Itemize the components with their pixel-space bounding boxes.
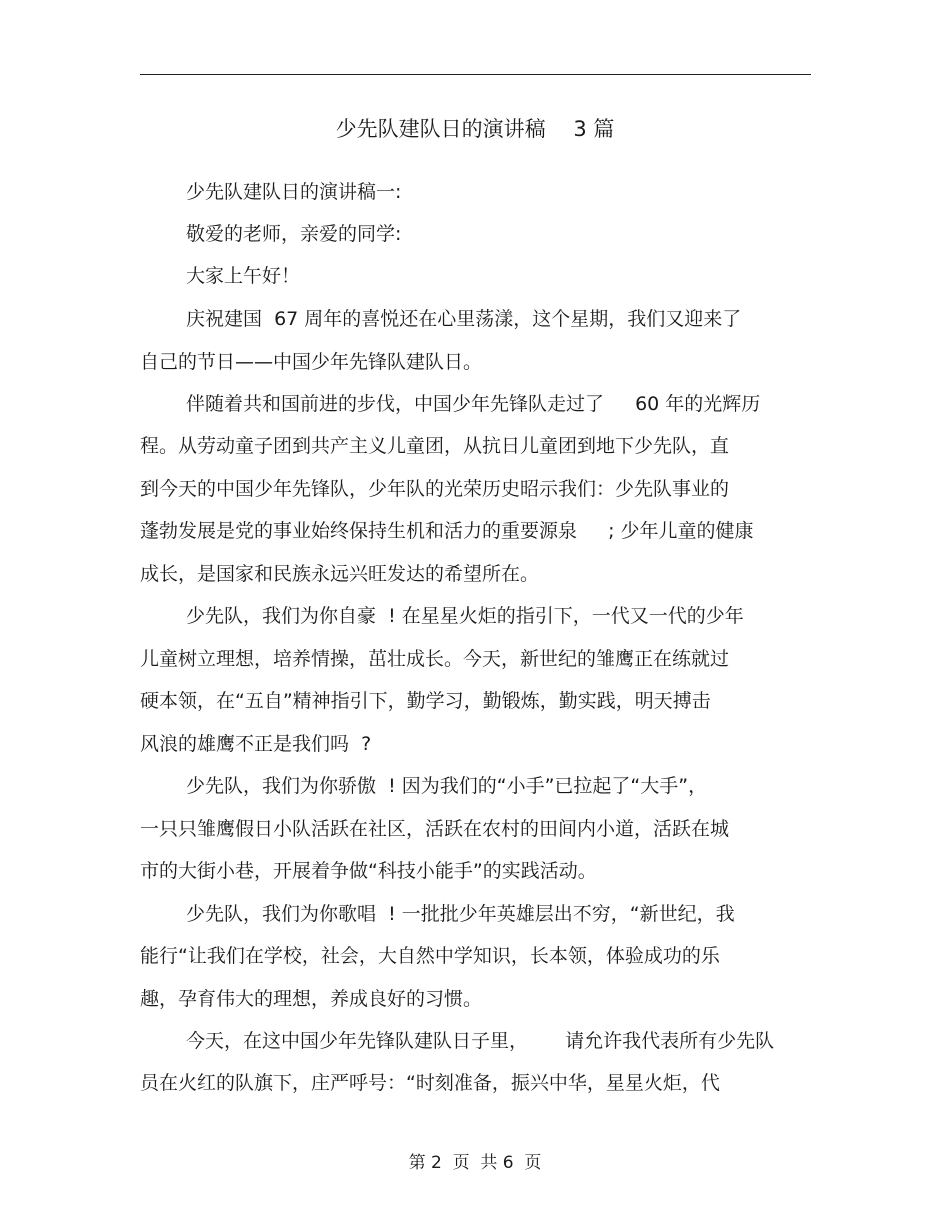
- text-line: 风浪的雄鹰不正是我们吗 ?: [140, 733, 372, 755]
- text-line: 成长，是国家和民族永远兴旺发达的希望所在。: [140, 563, 540, 585]
- text-line: 伴随着共和国前进的步伐，中国少年先锋队走过了 60 年的光辉历: [186, 393, 761, 415]
- text-line: 大家上午好！: [186, 265, 301, 287]
- page-number: 第 2 页 共 6 页: [408, 1153, 542, 1173]
- text-line: 少先队，我们为你自豪 ! 在星星火炬的指引下，一代又一代的少年: [186, 605, 744, 627]
- text-line: 员在火红的队旗下，庄严呼号：“时刻准备，振兴中华，星星火炬，代: [140, 1072, 720, 1094]
- text-line: 趣，孕育伟大的理想，养成良好的习惯。: [140, 988, 483, 1010]
- text-line: 硬本领，在“五自”精神指引下，勤学习，勤锻炼，勤实践，明天搏击: [140, 690, 711, 712]
- text-line: 儿童树立理想，培养情操，茁壮成长。今天，新世纪的雏鹰正在练就过: [140, 648, 730, 670]
- text-line: 蓬勃发展是党的事业始终保持生机和活力的重要源泉 ; 少年儿童的健康: [140, 520, 754, 542]
- text-line: 今天，在这中国少年先锋队建队日子里， 请允许我代表所有少先队: [186, 1030, 775, 1052]
- text-line: 敬爱的老师，亲爱的同学:: [186, 223, 402, 245]
- text-line: 程。从劳动童子团到共产主义儿童团，从抗日儿童团到地下少先队，直: [140, 435, 730, 457]
- text-line: 到今天的中国少年先锋队，少年队的光荣历史昭示我们：少先队事业的: [140, 478, 730, 500]
- text-line: 一只只雏鹰假日小队活跃在社区，活跃在农村的田间内小道，活跃在城: [140, 818, 730, 840]
- text-line: 市的大街小巷，开展着争做“科技小能手”的实践活动。: [140, 860, 597, 882]
- text-line: 少先队建队日的演讲稿一:: [186, 181, 402, 203]
- text-line: 自己的节日——中国少年先锋队建队日。: [140, 351, 483, 373]
- document-title: 少先队建队日的演讲稿 3 篇: [335, 117, 615, 141]
- text-line: 少先队，我们为你骄傲 ! 因为我们的“小手”已拉起了“大手”，: [186, 775, 708, 797]
- header-rule: [140, 74, 811, 75]
- text-line: 能行“让我们在学校，社会，大自然中学知识，长本领，体验成功的乐: [140, 945, 720, 967]
- text-line: 庆祝建国 67 周年的喜悦还在心里荡漾，这个星期，我们又迎来了: [186, 308, 742, 330]
- text-line: 少先队，我们为你歌唱 ! 一批批少年英雄层出不穷，“新世纪，我: [186, 903, 735, 925]
